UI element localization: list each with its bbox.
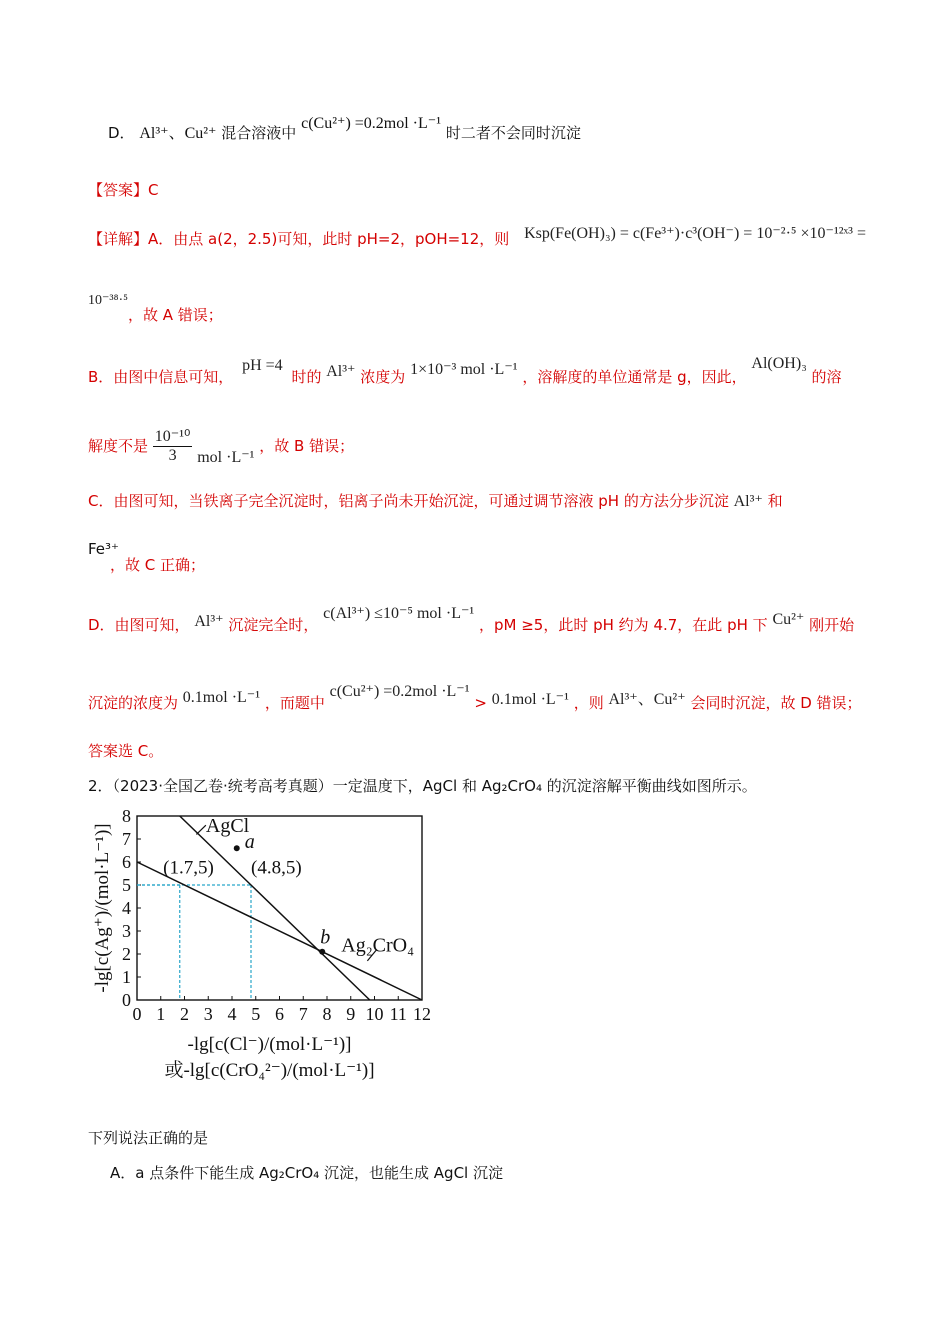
y-tick-label: 4 [122, 898, 131, 918]
y-axis-label: -lg[c(Ag⁺)/(mol·L⁻¹)] [92, 823, 113, 993]
x-tick-label: 2 [180, 1004, 189, 1024]
x-tick-label: 11 [389, 1004, 407, 1024]
detail-b-conc: 1×10⁻³ mol ·L⁻¹ [410, 361, 518, 378]
detail-d-t5: 沉淀的浓度为 [88, 694, 179, 712]
detail-d-ions: Al³⁺、Cu²⁺ [608, 691, 686, 708]
detail-a-line2 [88, 290, 128, 309]
point-label-b: b [320, 926, 331, 949]
question2-option-a: A．a 点条件下能生成 Ag₂CrO₄ 沉淀，也能生成 AgCl 沉淀 [110, 1164, 503, 1182]
x-tick-label: 10 [365, 1004, 384, 1024]
x-tick-label: 4 [227, 1004, 237, 1024]
option-d-text1: 混合溶液中 [221, 124, 297, 142]
point-b [319, 949, 325, 955]
detail-d-expr3: c(Cu²⁺) =0.2mol ·L⁻¹ [329, 683, 470, 700]
annotation-4-8-5: (4.8,5) [251, 857, 302, 879]
y-tick-label: 7 [122, 829, 131, 849]
annotation-1-7-5: (1.7,5) [163, 857, 214, 879]
detail-d-ion2: Cu²⁺ [772, 611, 805, 628]
detail-b-line2 [88, 426, 354, 467]
y-tick-label: 5 [122, 875, 131, 895]
detail-d [88, 605, 855, 635]
fraction-denominator: 3 [168, 447, 177, 464]
y-tick-label: 2 [122, 944, 131, 964]
detail-a-prefix: 【详解】A．由点 a(2，2.5)可知，此时 pH=2，pOH=12，则 [88, 230, 510, 248]
detail-b-t1: B．由图中信息可知， [88, 368, 234, 386]
detail-d-t7: > [474, 694, 487, 712]
fraction-numerator: 10⁻¹⁰ [154, 428, 191, 445]
detail-d-ion1: Al³⁺ [194, 613, 224, 630]
detail-c-t1: C．由图可知，当铁离子完全沉淀时，铝离子尚未开始沉淀，可通过调节溶液 pH 的方法分步沉淀 [88, 492, 729, 510]
detail-b-unit: mol ·L⁻¹ [197, 449, 255, 466]
detail-c-t3: ，故 C 正确； [110, 556, 206, 574]
ksp-result: 10⁻³⁸·⁵ [88, 293, 129, 308]
y-tick-label: 1 [122, 967, 131, 987]
ksp-expression: Ksp(Fe(OH)₃) = c(Fe³⁺)·c³(OH⁻) = 10⁻²·⁵ ×10⁻¹²ˣ³ = [524, 225, 866, 242]
x-tick-label: 6 [275, 1004, 284, 1024]
option-d-expr: c(Cu²⁺) =0.2mol ·L⁻¹ [301, 115, 442, 132]
series-line-agcl [180, 816, 370, 1000]
x-tick-label: 8 [322, 1004, 332, 1024]
detail-a-suffix: ，故 A 错误； [128, 306, 223, 324]
y-tick-label: 8 [122, 806, 131, 826]
x-axis-label-line2: 或-lg[c(CrO₄²⁻)/(mol·L⁻¹)] [164, 1060, 375, 1081]
detail-b-t5: 的溶 [811, 368, 842, 386]
detail-b-t3: 浓度为 [360, 368, 406, 386]
detail-c-t2: 和 [767, 492, 783, 510]
solubility-equilibrium-chart [82, 800, 442, 1090]
answer-label: 【答案】C [88, 181, 159, 199]
detail-d-line2 [88, 683, 862, 713]
detail-b-t6: 解度不是 [88, 437, 149, 455]
detail-d-t9: 会同时沉淀，故 D 错误； [690, 694, 862, 712]
point-label-a: a [244, 831, 255, 854]
y-tick-label: 0 [122, 990, 131, 1010]
detail-d-expr2: 0.1mol ·L⁻¹ [182, 689, 261, 706]
series-label-ag2cro4: Ag₂CrO₄ [341, 934, 415, 957]
question2-stem: 2．（2023·全国乙卷·统考高考真题）一定温度下，AgCl 和 Ag₂CrO₄ 的沉淀溶解平衡曲线如图所示。 [88, 777, 757, 795]
y-tick-label: 3 [122, 921, 131, 941]
option-d [108, 115, 581, 143]
detail-b-t4: ，溶解度的单位通常是 g，因此， [522, 368, 747, 386]
option-d-label: D． [108, 124, 135, 142]
x-tick-label: 12 [413, 1004, 431, 1024]
question2-prompt: 下列说法正确的是 [88, 1129, 209, 1147]
detail-c-ion1: Al³⁺ [733, 493, 763, 510]
series-label-agcl: AgCl [205, 815, 250, 838]
detail-c-ion2: Fe³⁺ [88, 540, 119, 558]
detail-d-t2: 沉淀完全时， [228, 616, 319, 634]
x-axis-label-line1: -lg[c(Cl⁻)/(mol·L⁻¹)] [187, 1034, 352, 1055]
option-d-text2: 时二者不会同时沉淀 [445, 124, 581, 142]
detail-d-t6: ，而题中 [264, 694, 325, 712]
point-a [234, 845, 240, 851]
x-tick-label: 9 [346, 1004, 356, 1024]
detail-d-expr1: c(Al³⁺) ≤10⁻⁵ mol ·L⁻¹ [323, 605, 475, 622]
x-tick-label: 1 [156, 1004, 166, 1024]
detail-b-ion: Al³⁺ [326, 363, 356, 380]
detail-d-t4: 刚开始 [809, 616, 855, 634]
detail-a [88, 225, 866, 249]
detail-b-ph: pH =4 [242, 357, 283, 374]
conclusion: 答案选 C。 [88, 742, 164, 760]
y-tick-label: 6 [122, 852, 131, 872]
detail-b-t2: 时的 [291, 368, 322, 386]
x-tick-label: 7 [298, 1004, 308, 1024]
solubility-fraction [153, 426, 193, 465]
detail-c [88, 490, 783, 511]
option-d-ions: Al³⁺、Cu²⁺ [139, 125, 217, 142]
detail-d-expr4: 0.1mol ·L⁻¹ [491, 691, 569, 708]
agcl-leader [196, 825, 206, 834]
detail-b [88, 355, 842, 387]
detail-b-t7: ，故 B 错误； [259, 437, 355, 455]
detail-d-t8: ，则 [573, 694, 604, 712]
x-tick-label: 3 [203, 1004, 213, 1024]
detail-d-t3: ，pM ≥5，此时 pH 约为 4.7，在此 pH 下 [479, 616, 768, 634]
detail-b-formula: Al(OH)₃ [751, 355, 807, 372]
detail-d-t1: D．由图可知， [88, 616, 190, 634]
x-tick-label: 5 [251, 1004, 261, 1024]
x-tick-label: 0 [132, 1004, 142, 1024]
